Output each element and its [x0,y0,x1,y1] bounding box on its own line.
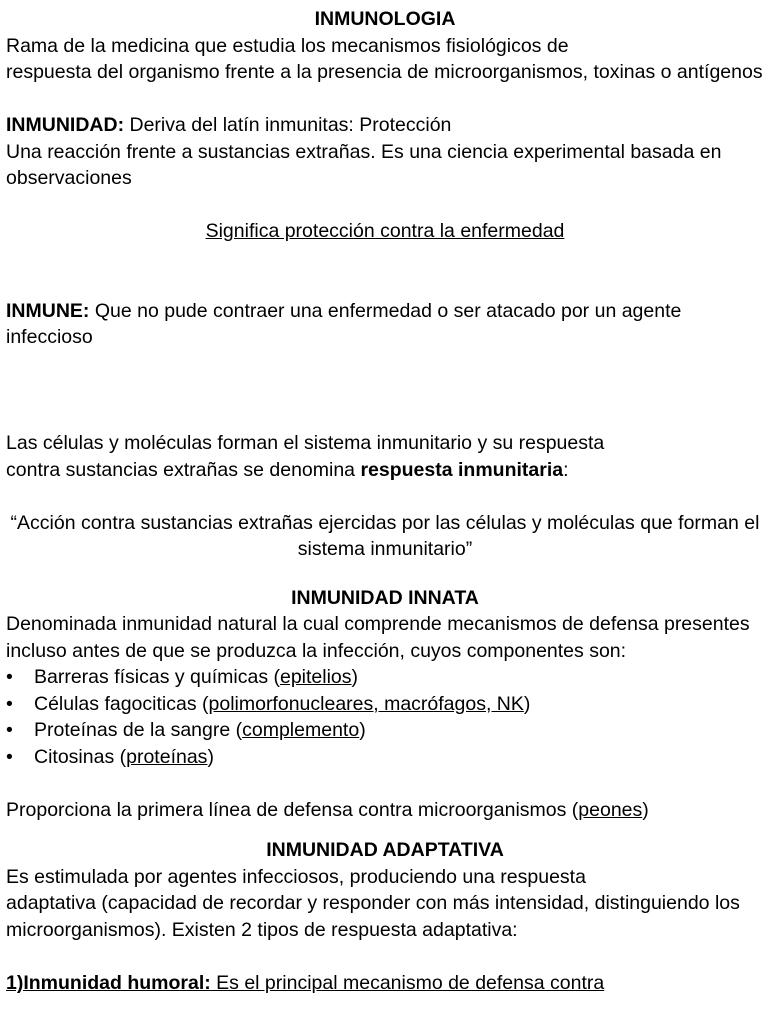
respuesta-inmunitaria-term: respuesta inmunitaria [360,458,564,481]
humoral-line [6,970,764,997]
inmunidad-definition [6,112,764,192]
inmune-term: INMUNE: [6,299,90,322]
proteccion-text: Significa protección contra la enfermedad [205,220,565,242]
respuesta-line-2-post: : [563,458,569,481]
proteccion-statement [6,218,764,245]
bullet: • [6,666,13,688]
innata-description: Denominada inmunidad natural la cual comprende mecanismos de defensa presentes incluso antes de que se produzca la infección, cuyos componentes son: [6,613,750,662]
item-pre: Proteínas de la sangre ( [34,719,243,741]
list-item [6,691,764,718]
spacer [6,86,764,113]
humoral-text: Es el principal mecanismo de defensa contra [210,971,605,994]
spacer [6,943,764,970]
adaptativa-line-2: adaptativa (capacidad de recordar y responder con más intensidad, distinguiendo los microorganismos). Existen 2 tipos de respuesta adaptativa: [6,892,740,941]
item-post: ) [207,745,214,768]
intro-line-2: respuesta del organismo frente a la presencia de microorganismos, toxinas o antígenos [6,61,763,83]
item-pre: Citosinas ( [34,745,127,768]
spacer [6,563,764,585]
adaptativa-heading: INMUNIDAD ADAPTATIVA [266,839,504,861]
respuesta-quote: “Acción contra sustancias extrañas ejercidas por las células y moléculas que forman el sistema inmunitario” [10,511,760,560]
item-pre: Barreras físicas y químicas ( [34,666,280,688]
spacer [6,192,764,219]
intro-paragraph [6,33,764,86]
bullet: • [6,719,13,741]
inmunidad-text: Deriva del latín inmunitas: Protección [124,114,452,136]
spacer [6,245,764,298]
spacer [6,483,764,510]
page-title: INMUNOLOGIA [314,8,456,30]
inmunidad-line-1 [6,112,764,139]
list-item [6,717,764,744]
humoral-underline [6,972,604,994]
item-post: ) [523,692,531,715]
respuesta-line-2-pre: contra sustancias extrañas se denomina [6,458,361,481]
respuesta-line-2 [6,457,764,484]
inmunidad-term: INMUNIDAD: [6,114,125,136]
intro-line-1: Rama de la medicina que estudia los mecanismos fisiológicos de [6,34,569,57]
item-pre: Células fagociticas ( [34,692,209,715]
spacer [6,823,764,837]
item-link: polimorfonucleares, macrófagos, NK [208,692,524,715]
inmune-definition [6,298,764,351]
spacer [6,351,764,431]
list-item [6,744,764,771]
respuesta-paragraph [6,430,764,483]
spacer [6,770,764,797]
bullet: • [6,692,13,715]
document-page [6,6,764,996]
adaptativa-paragraph [6,864,764,944]
bullet: • [6,745,13,768]
innata-components-list [6,664,764,770]
item-post: ) [359,719,366,741]
item-link: epitelios [279,666,352,688]
adaptativa-line-1: Es estimulada por agentes infecciosos, produciendo una respuesta [6,865,586,888]
list-item [6,664,764,691]
item-link: proteínas [126,745,208,768]
innata-closing [6,797,764,824]
innata-heading: INMUNIDAD INNATA [291,586,479,609]
humoral-term: 1)Inmunidad humoral: [6,971,211,994]
closing-link: peones [578,798,643,821]
item-post: ) [351,666,359,688]
closing-post: ) [642,798,649,821]
item-link: complemento [242,719,360,741]
respuesta-line-1: Las células y moléculas forman el sistema inmunitario y su respuesta [6,432,605,454]
closing-pre: Proporciona la primera línea de defensa contra microorganismos ( [6,798,579,821]
inmunidad-line-2: Una reacción frente a sustancias extrañas. Es una ciencia experimental basada en observaciones [6,140,722,189]
inmune-text: Que no pude contraer una enfermedad o ser atacado por un agente infeccioso [6,299,682,348]
